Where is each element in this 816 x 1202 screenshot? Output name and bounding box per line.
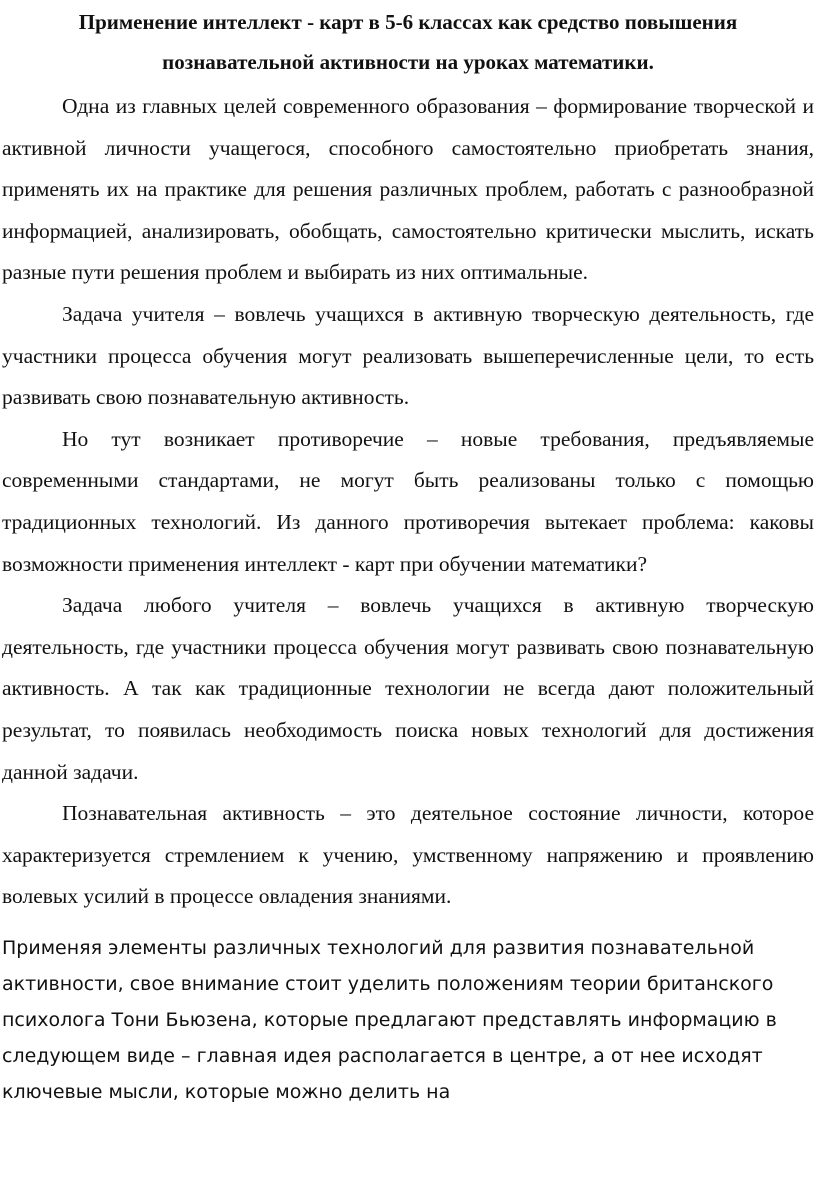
document-title: Применение интеллект - карт в 5-6 классах как средство повышения познавательной активности на уроках математики. <box>78 10 738 74</box>
paragraph-any-teacher-task: Задача любого учителя – вовлечь учащихся в активную творческую деятельность, где участники процесса обучения могут развивать свою познавательную активность. А так как традиционные технологии не всегда дают положительный результат, то появилась необходимость поиска новых технологий для достижения данной задачи. <box>2 593 814 784</box>
paragraph-buzan-theory: Применяя элементы различных технологий для развития познавательной активности, свое внимание стоит уделить положениям теории британского психолога Тони Бьюзена, которые предлагают представлять информацию в следующем виде – главная идея располагается в центре, а от нее исходят ключевые мысли, которые можно делить на <box>2 936 777 1103</box>
paragraph-contradiction: Но тут возникает противоречие – новые требования, предъявляемые современными стандартами, не могут быть реализованы только с помощью традиционных технологий. Из данного противоречия вытекает проблема: каковы возможности применения интеллект - карт при обучении математики? <box>2 426 814 576</box>
paragraph-goals: Одна из главных целей современного образования – формирование творческой и активной личности учащегося, способного самостоятельно приобретать знания, применять их на практике для решения различных проблем, работать с разнообразной информацией, анализировать, обобщать, самостоятельно критически мыслить, искать разные пути решения проблем и выбирать из них оптимальные. <box>2 94 814 285</box>
paragraph-teacher-task: Задача учителя – вовлечь учащихся в активную творческую деятельность, где участники процесса обучения могут реализовать вышеперечисленные цели, то есть развивать свою познавательную активность. <box>2 301 814 410</box>
paragraph-cognitive-activity: Познавательная активность – это деятельное состояние личности, которое характеризуется стремлением к учению, умственному напряжению и проявлению волевых усилий в процессе овладения знаниями. <box>2 801 814 909</box>
